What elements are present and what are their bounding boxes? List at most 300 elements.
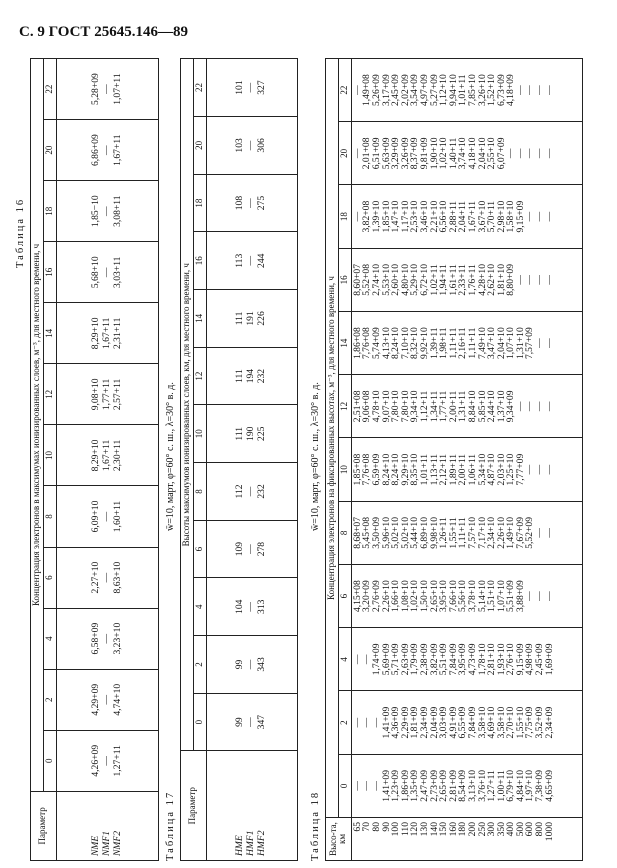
table17-value: 112 [234, 484, 246, 499]
table16-group-header: Концентрация электронов в максимумах ионизированных слоев, м⁻³, для местного времени, ч [31, 59, 44, 792]
table17-value: 111 [234, 426, 246, 441]
table17-value: — [245, 601, 257, 612]
table17-grid [180, 58, 298, 861]
table16-value-cell [56, 730, 158, 791]
table18-value: 6,51+09 [370, 137, 382, 170]
table18-value: 9,34+10 [409, 390, 421, 423]
table18-value: — [361, 781, 373, 791]
table17-value: 113 [234, 253, 246, 268]
table18-value: — [534, 401, 546, 412]
table18-altitude: 150 [438, 822, 450, 837]
table18-value: 1,69+09 [543, 643, 555, 676]
table18-value: 2,60+10 [390, 263, 402, 296]
table17-value: 111 [234, 369, 246, 383]
table18-value: 2,33+11 [457, 264, 469, 296]
table18-value: — [524, 591, 536, 601]
table18-value: 2,34+10 [486, 516, 498, 549]
table17-value: 111 [234, 311, 246, 326]
table16-hour-header: 6 [43, 547, 56, 608]
table16-value-cell [56, 242, 158, 303]
table17-value: 108 [234, 195, 246, 211]
table16-param-cell [56, 791, 158, 860]
table18-value: — [543, 85, 555, 95]
table18-altitude: 300 [486, 822, 498, 837]
table18-value: 6,72+10 [418, 263, 430, 296]
table18-value: 2,12+11 [438, 453, 450, 486]
table18-value: 1,74+09 [370, 643, 382, 676]
table18-value: 7,57+10 [466, 516, 478, 549]
table17-hour-header: 22 [193, 59, 206, 117]
table16-value-cell [56, 59, 158, 120]
table18-value: 1,17+10 [399, 200, 411, 233]
table18-value: 1,78+10 [476, 643, 488, 676]
table16-value-cell [56, 608, 158, 669]
table16-value: 6,86+09 [89, 134, 101, 167]
table18-value: 1,79+09 [409, 643, 421, 676]
table16-value: 4,26+09 [89, 744, 101, 777]
table18-value: 7,38+09 [534, 769, 546, 802]
table17-value: 232 [256, 484, 268, 499]
table18-value: 5,26+09 [370, 74, 382, 107]
table18-value: 4,65+09 [543, 769, 555, 802]
table16-value: 5,68+10 [89, 256, 101, 289]
table18-value: 4,87+10 [486, 453, 498, 486]
table18-altitude: 90 [380, 822, 392, 832]
table17-value: — [245, 198, 257, 208]
table18-value: 3,67+10 [476, 200, 488, 233]
table18-value: — [361, 717, 373, 728]
table18-value: 2,53+10 [409, 200, 421, 233]
table18-value: 3,82+09 [428, 643, 440, 676]
table18-value: 5,96+10 [380, 516, 392, 549]
table16-value-cell [56, 364, 158, 425]
table18-value: — [361, 654, 373, 665]
table18-value: 3,03+09 [438, 706, 450, 739]
page-header: С. 9 ГОСТ 25645.146—89 [19, 24, 188, 40]
table17-value: 99 [234, 659, 246, 670]
table18-altitude: 600 [524, 822, 536, 837]
table16-value: 3,08+11 [111, 195, 123, 227]
table17-hour-header: 20 [193, 117, 206, 175]
table16-value: 1,67+11 [100, 317, 112, 350]
rotated-page-content [12, 58, 580, 864]
table18-altitude: 65 [351, 822, 363, 832]
table18-value: — [351, 148, 363, 159]
table16-value: 1,27+11 [111, 745, 123, 777]
table18-value: — [524, 148, 536, 159]
table17-value-cell [206, 174, 297, 232]
table18-value: 1,93+10 [495, 643, 507, 676]
table18-value: 5,02+10 [399, 516, 411, 549]
table17-param-name: HMF1 [245, 830, 257, 856]
table18-value: 4,97+09 [418, 74, 430, 107]
table16-grid [30, 58, 159, 861]
table16-value: 1,67+11 [100, 439, 112, 472]
table17-value-cell [206, 117, 297, 175]
table18-value: — [534, 148, 546, 159]
table18-value: 3,13+10 [466, 769, 478, 802]
table17-value: 190 [245, 426, 257, 441]
table18-hour-header: 16 [338, 248, 351, 311]
table17-hour-header: 8 [193, 463, 206, 521]
table18-value: 2,26+10 [495, 516, 507, 549]
table18-altitude: 1000 [543, 822, 555, 842]
table16-value: — [100, 511, 112, 522]
table18-value: 1,01+11 [418, 453, 430, 486]
table17 [180, 58, 298, 861]
table17-hour-header: 12 [193, 347, 206, 405]
table16-value: 4,74+10 [111, 683, 123, 716]
table16-value: — [100, 572, 112, 583]
table18-value: 4,18+10 [466, 137, 478, 170]
table18-value: 1,89+11 [447, 453, 459, 486]
table18-value: 1,13+11 [428, 453, 440, 486]
table18-value: 3,54+09 [409, 74, 421, 107]
table18-value: 8,35+10 [409, 453, 421, 486]
table18-value-cell [351, 501, 582, 564]
table18-value: 8,80+09 [505, 263, 517, 296]
table18-value: — [524, 401, 536, 412]
table18-value: 1,06+11 [466, 453, 478, 486]
table17-label: Таблица 17 [165, 790, 176, 861]
table17-value: 343 [256, 657, 268, 672]
table17-value: 232 [256, 368, 268, 384]
table18-value: 3,17+09 [380, 74, 392, 107]
table18-value: 2,04+11 [457, 200, 469, 233]
table18-value: 8,68+07 [351, 516, 363, 549]
table16-value: 5,28+09 [89, 73, 101, 105]
table18-value-cell [351, 185, 582, 248]
table18-value: 5,29+10 [409, 263, 421, 296]
table18-value: 5,71+09 [390, 643, 402, 676]
table18-value: 1,02+10 [409, 580, 421, 613]
table18-value: 5,69+09 [380, 643, 392, 676]
table16-value: — [100, 694, 112, 705]
table18-value: 2,29+09 [399, 706, 411, 739]
table18-value: 4,28+10 [476, 263, 488, 296]
table18-value: 3,95+09 [457, 643, 469, 676]
table18-value: 7,85+10 [466, 74, 478, 107]
table16-hour-header: 8 [43, 486, 56, 547]
table17-value-cell [206, 636, 297, 694]
table18-value: 7,57+09 [524, 327, 536, 360]
table18-value: 2,02+09 [399, 74, 411, 107]
table18-value: 1,31+11 [457, 390, 469, 423]
table18-value: 1,97+10 [524, 769, 536, 802]
table17-value-cell [206, 693, 297, 751]
table18-value: 3,52+09 [534, 706, 546, 739]
table18-value: 7,77+09 [514, 453, 526, 486]
table16-hour-header: 14 [43, 303, 56, 364]
table16-param-name: NMF2 [111, 830, 123, 856]
table18-value: 1,81+10 [495, 263, 507, 296]
table16-value: 2,57+11 [111, 378, 123, 411]
table18-value: 3,29+09 [390, 137, 402, 170]
table18-value: 2,34+09 [418, 706, 430, 739]
table16-value: — [100, 145, 112, 155]
table18-value: 5,52+08 [361, 263, 373, 296]
table18-value: 1,55+11 [447, 517, 459, 549]
table18-altitude: 130 [418, 822, 430, 837]
table18-value: — [534, 211, 546, 222]
table17-value: 99 [234, 717, 246, 727]
table18-value: 9,07+10 [380, 390, 392, 423]
table16-param-name: NME [89, 835, 101, 856]
table18-value: 1,41+09 [380, 769, 392, 802]
table18-value-cell [351, 248, 582, 311]
table18-value: — [534, 591, 546, 601]
table18-hour-header: 22 [338, 59, 351, 122]
table18-value: — [534, 85, 546, 95]
table17-value: 306 [256, 138, 268, 153]
table18-grid [325, 58, 583, 861]
table18-value: — [524, 211, 536, 222]
table18-value: 7,10+10 [399, 327, 411, 360]
table18-value: 1,23+09 [390, 769, 402, 802]
table18-value: 1,67+11 [466, 200, 478, 233]
table18-value: 7,80+10 [399, 390, 411, 423]
table18-value: 4,18+09 [505, 74, 517, 107]
table18-value: 7,67+09 [514, 516, 526, 549]
table18-value: 4,73+09 [466, 643, 478, 676]
table18-value-cell [351, 375, 582, 438]
table18-value: 1,12+11 [418, 390, 430, 423]
table18-value: 1,40+11 [447, 137, 459, 170]
table18-value: 1,02+10 [438, 137, 450, 170]
table18-value: 8,32+10 [409, 327, 421, 360]
table18-value: 1,39+10 [370, 200, 382, 233]
table18-value: 1,39+11 [428, 327, 440, 359]
table17-value: 104 [234, 599, 246, 614]
table-row [206, 59, 297, 861]
table18-value: 5,02+10 [390, 516, 402, 549]
table18-value: 2,65+10 [428, 580, 440, 613]
table18-value: — [514, 275, 526, 285]
table18-value: 3,20+09 [361, 580, 373, 613]
table18-hour-header: 20 [338, 122, 351, 185]
table16-value: 8,63+10 [111, 561, 123, 594]
table17-group-header: Высоты максимумов ионизированных слоев, км, для местного времени, ч [181, 59, 194, 751]
table18-value: 2,70+10 [505, 706, 517, 739]
table18-value: 7,49+10 [476, 327, 488, 360]
table18-value: 5,53+10 [380, 263, 392, 296]
table18-value: — [534, 338, 546, 348]
table16-hour-header: 22 [43, 59, 56, 120]
table18-value: 1,35+09 [409, 769, 421, 802]
table18-value: 1,25+10 [505, 453, 517, 486]
table18-altitude: 800 [534, 822, 546, 837]
table18-value: 3,78+10 [466, 580, 478, 613]
table18-value: 9,81+09 [418, 137, 430, 170]
table16-param-name: NMF1 [100, 830, 112, 856]
table18-value: 3,58+10 [476, 706, 488, 739]
table16-value: 8,29+10 [89, 317, 101, 350]
table16-value: 8,29+10 [89, 439, 101, 472]
table18-value: 1,01+11 [457, 74, 469, 106]
table16-value: 1,77+11 [100, 378, 112, 411]
table18-value: — [543, 275, 555, 285]
table-row [56, 59, 158, 861]
table18-value: 4,15+08 [351, 580, 363, 613]
table17-value: 347 [256, 714, 268, 730]
table18-value: 1,98+11 [438, 327, 450, 359]
table18-value: 2,63+09 [399, 643, 411, 676]
table17-value: 275 [256, 195, 268, 211]
table17-value: 103 [234, 138, 246, 153]
table18-value-cell [351, 438, 582, 501]
table16-value-cell [56, 303, 158, 364]
table18-value: 3,58+10 [495, 706, 507, 739]
table18-altitude: 80 [370, 822, 382, 832]
table18-value: 2,26+10 [380, 580, 392, 613]
table17-hour-header: 16 [193, 232, 206, 290]
table16-value: 2,31+11 [111, 317, 123, 350]
table16-value: — [100, 206, 112, 216]
table18-value: 1,11+11 [447, 327, 459, 359]
table18-value: 1,85+08 [351, 453, 363, 486]
table18-value: 7,84+09 [466, 706, 478, 739]
table18-value: 6,56+10 [438, 200, 450, 233]
table17-param-name: HMF2 [256, 830, 268, 856]
table18-value: 5,51+09 [505, 580, 517, 613]
table18-value: 1,34+11 [428, 390, 440, 423]
table17-value: 244 [256, 253, 268, 268]
table18-value: 6,79+10 [505, 769, 517, 802]
table17-value: 109 [234, 541, 246, 557]
table18 [325, 58, 583, 861]
table18-value: — [514, 148, 526, 159]
table18-value: 2,45+09 [534, 643, 546, 676]
table18-value: 9,15+09 [514, 200, 526, 233]
table16-value: 3,23+10 [111, 622, 123, 655]
table18-value: 1,58+10 [505, 200, 517, 233]
table18-altitude: 500 [514, 822, 526, 837]
table18-value: 7,84+09 [447, 643, 459, 676]
table17-value: 278 [256, 541, 268, 557]
table18-value: 2,55+10 [486, 137, 498, 170]
table16-value: — [100, 755, 112, 766]
table18-value: — [514, 401, 526, 412]
table18-value: — [514, 85, 526, 95]
table18-value: 1,27+11 [486, 770, 498, 802]
table18-value: 2,62+10 [486, 263, 498, 296]
table18-value: 2,45+09 [390, 74, 402, 107]
table16-value: 1,85−10 [89, 195, 101, 228]
table18-value: 1,51+10 [486, 580, 498, 613]
table18-value: 4,84+10 [514, 769, 526, 802]
table18-value: — [524, 85, 536, 95]
table18-value: — [534, 464, 546, 475]
table18-value: 4,13+10 [380, 327, 392, 360]
table18-value: 1,76+11 [466, 264, 478, 296]
table17-hour-header: 18 [193, 174, 206, 232]
table18-value: 2,81+10 [486, 643, 498, 676]
table18-value: 2,81+09 [447, 769, 459, 802]
table18-value: — [543, 401, 555, 412]
table18-value: 9,94+10 [447, 74, 459, 107]
table18-value: 4,78+10 [370, 390, 382, 423]
table16-value: 1,60+11 [111, 500, 123, 533]
table18-value: 1,61+11 [447, 264, 459, 296]
table18-value: 2,00+11 [447, 390, 459, 423]
table18-value: 1,77+11 [438, 390, 450, 423]
table18-value: 9,29+10 [399, 453, 411, 486]
table18-value: 1,11+11 [457, 517, 469, 549]
table18-value: — [351, 717, 363, 728]
table18-value: 1,11+11 [466, 327, 478, 359]
table18-hour-header: 8 [338, 501, 351, 564]
table18-value: 3,76+10 [476, 769, 488, 802]
table18-value: 9,15+09 [514, 643, 526, 676]
table18-value: 6,89+10 [418, 516, 430, 549]
table18-value: 2,04+09 [428, 706, 440, 739]
table16-value: 4,29+09 [89, 683, 101, 716]
table18-value: — [351, 781, 363, 791]
table16-value-cell [56, 486, 158, 547]
table16-hour-header: 16 [43, 242, 56, 303]
table18-value: 3,50+09 [370, 516, 382, 549]
table17-hour-header: 2 [193, 636, 206, 694]
table16-hour-header: 20 [43, 120, 56, 181]
table18-value: — [351, 85, 363, 95]
table16-value: 9,08+10 [89, 378, 101, 411]
table17-value: — [245, 659, 257, 670]
table18-value: 3,95+10 [438, 580, 450, 613]
table18-value: 8,24+10 [390, 453, 402, 486]
table18-value: 1,94+11 [438, 264, 450, 296]
table18-value: 5,14+10 [476, 580, 488, 613]
table18-altitude: 110 [399, 822, 411, 837]
table18-hour-header: 10 [338, 438, 351, 501]
table18-value: 7,17+10 [476, 516, 488, 549]
table17-value-cell [206, 59, 297, 117]
table18-hour-header: 6 [338, 565, 351, 628]
table18-altitude: 400 [505, 822, 517, 837]
table18-value: — [534, 275, 546, 285]
table18-value-cell [351, 122, 582, 185]
table18-alt-header: Высо-та, км [326, 818, 352, 861]
table17-value-cell [206, 578, 297, 636]
table17-value: 101 [234, 80, 246, 95]
table-row [351, 59, 582, 861]
table18-altitude: 250 [476, 822, 488, 837]
table18-value: 1,07+10 [505, 327, 517, 360]
table18-value: 9,98+10 [428, 516, 440, 549]
table18-value: 1,86+09 [399, 769, 411, 802]
table18-altitude: 180 [457, 822, 469, 837]
table18-value: 8,54+09 [457, 769, 469, 802]
table18-value: 9,34+09 [505, 390, 517, 423]
table18-value: — [370, 717, 382, 728]
table18-value: 3,26+09 [399, 137, 411, 170]
table18-value: 1,37+10 [495, 390, 507, 423]
table16-value: 6,58+09 [89, 622, 101, 655]
table18-group-header: Концентрация электронов на фиксированных высотах, м⁻³, для местного времени, ч [326, 59, 339, 818]
table16-value: 2,30+11 [111, 439, 123, 472]
table18-value: 4,98+09 [524, 643, 536, 676]
table18-value-cell [351, 754, 582, 817]
table16-value: — [100, 267, 112, 278]
table18-altitude: 140 [428, 822, 440, 837]
table18-value: 9,06+08 [361, 390, 373, 423]
table16-hour-header: 4 [43, 608, 56, 669]
table17-hour-header: 10 [193, 405, 206, 463]
table18-value: 3,46+10 [418, 200, 430, 233]
table16-value: 6,09+10 [89, 500, 101, 533]
table17-value: 313 [256, 599, 268, 614]
table18-value: — [543, 148, 555, 159]
table18-value: 1,02+11 [428, 264, 440, 296]
